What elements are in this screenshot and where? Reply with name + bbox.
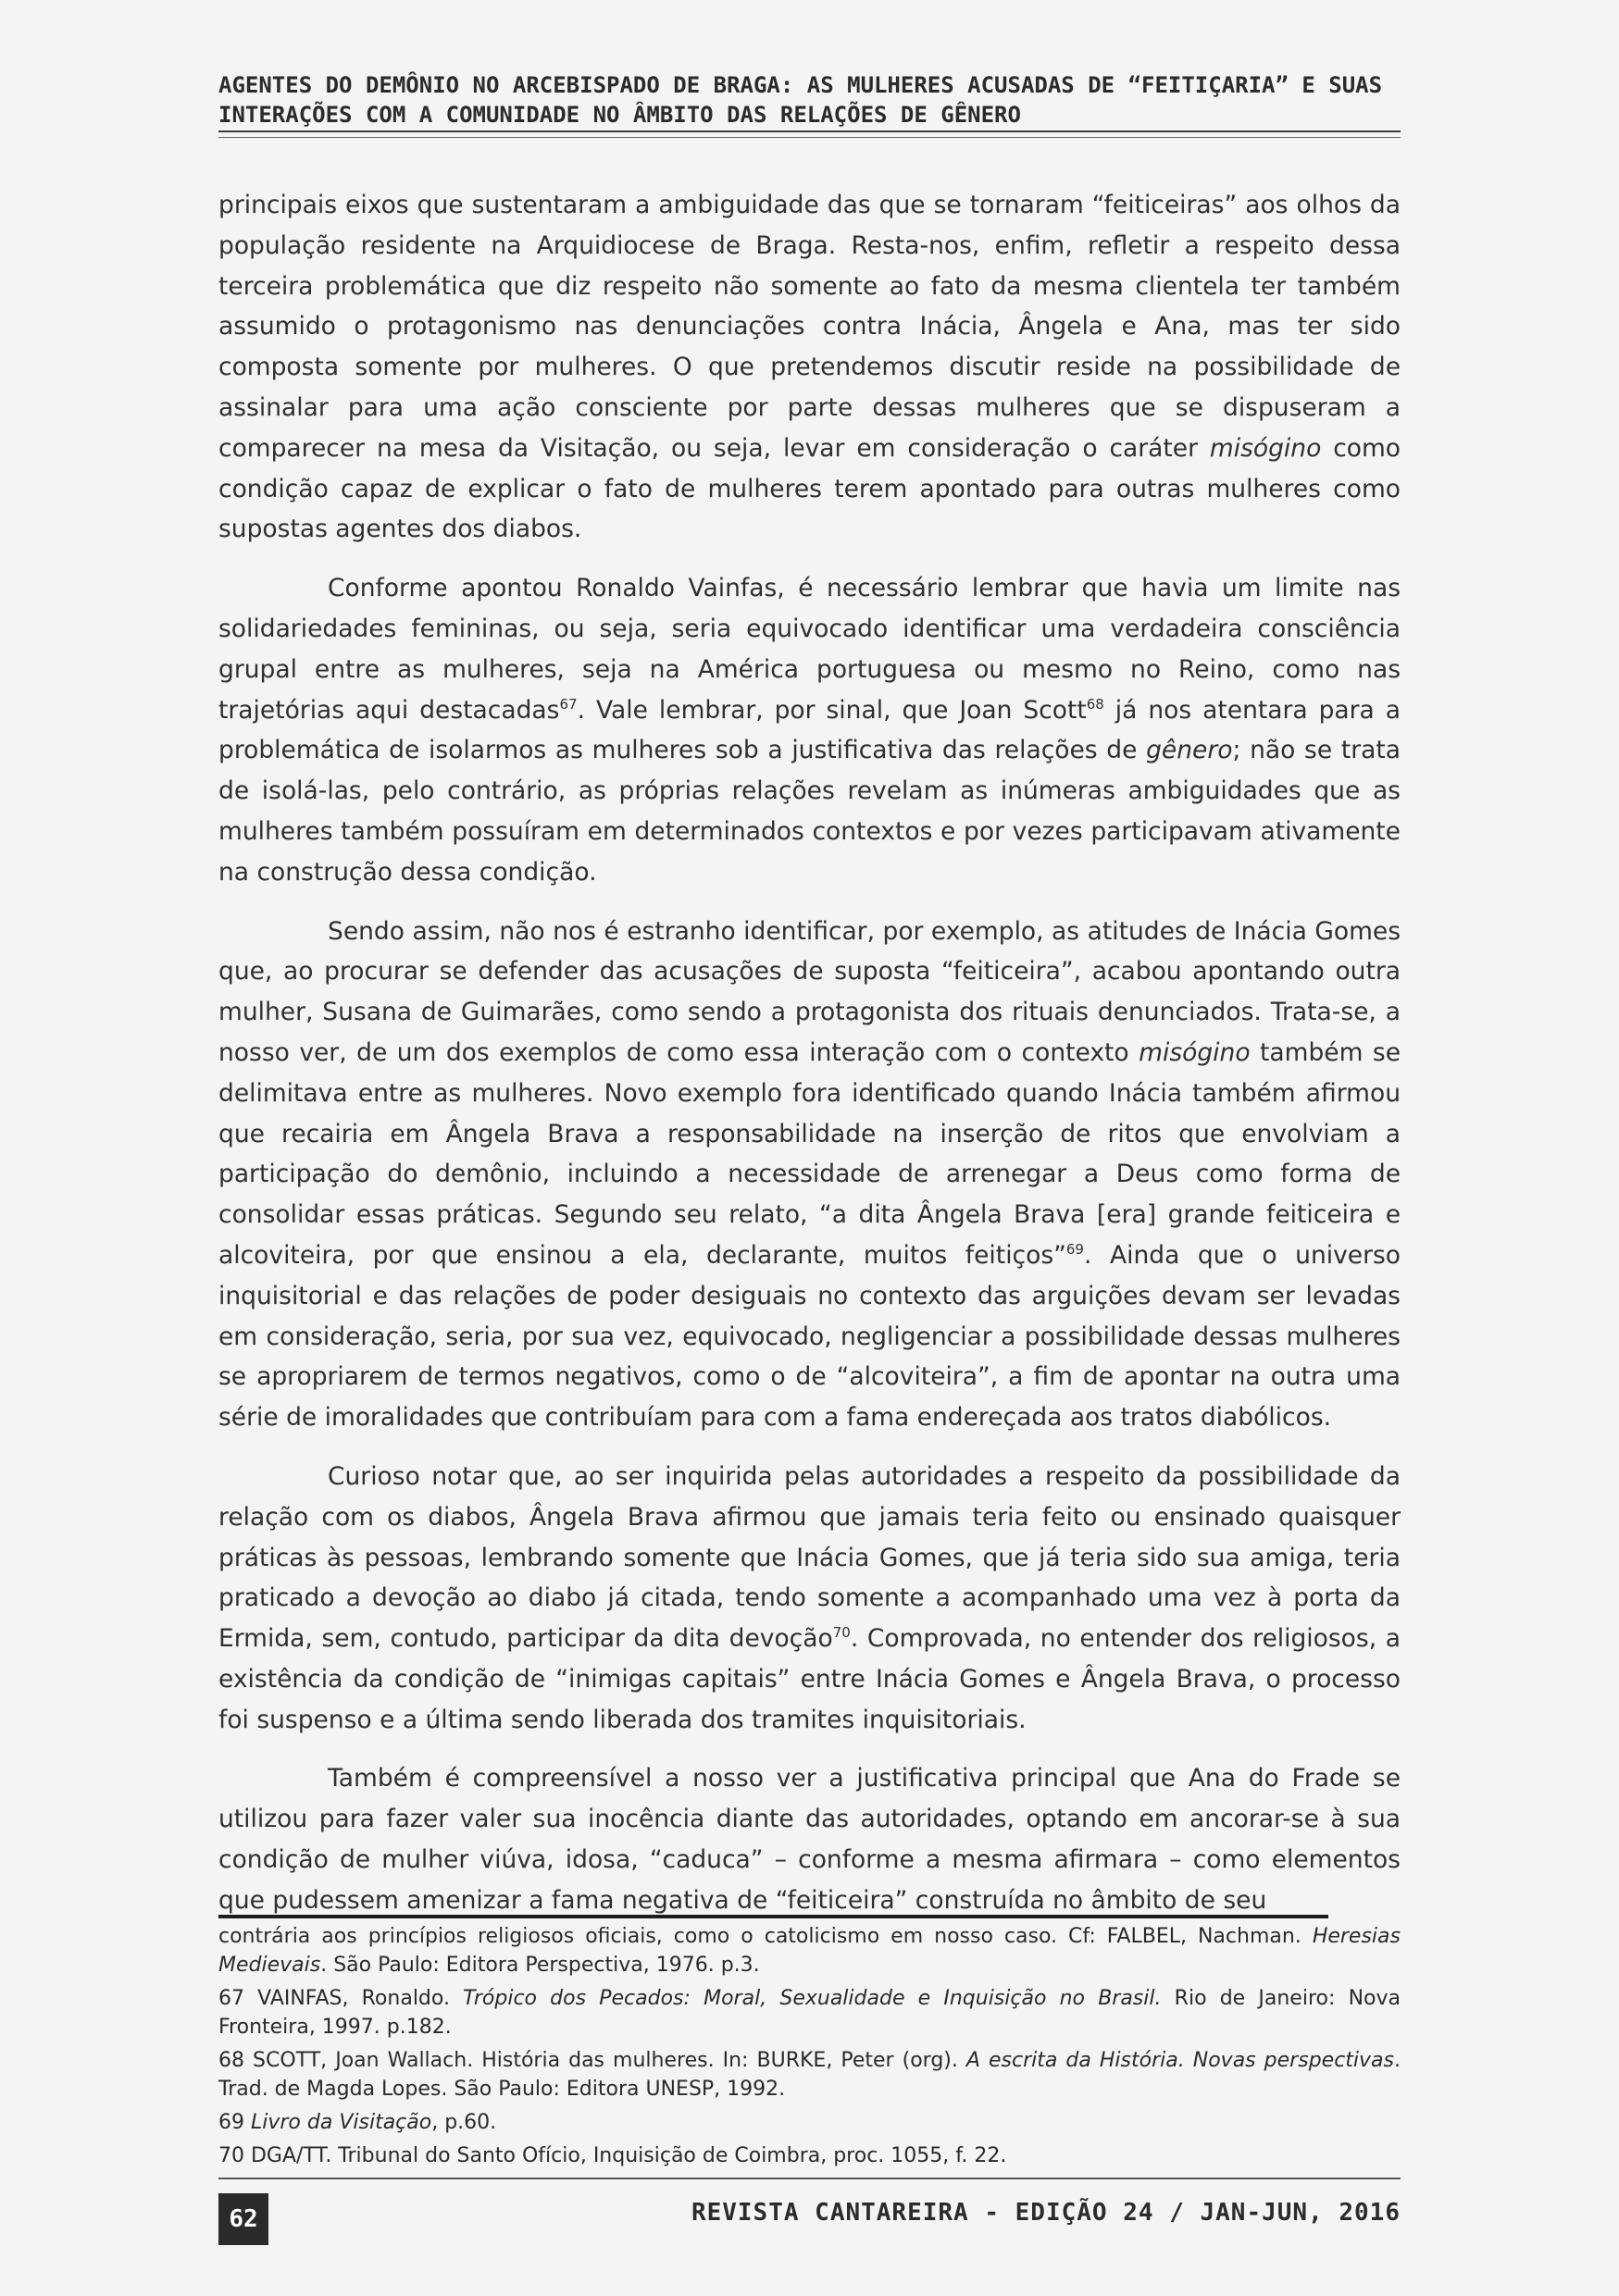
running-header	[218, 70, 1403, 130]
footnote-68: 68 SCOTT, Joan Wallach. História das mulheres. In: BURKE, Peter (org). A escrita da História. Novas perspectivas. Trad. de Magda Lopes. São Paulo: Editora UNESP, 1992.	[218, 2049, 1401, 2101]
journal-name: REVISTA CANTAREIRA - EDIÇÃO 24 / JAN-JUN, 2016	[691, 2199, 1401, 2227]
footnote-ref-67[interactable]: 67	[559, 695, 578, 713]
paragraph-5: Também é compreensível a nosso ver a justificativa principal que Ana do Frade se utilizou para fazer valer sua inocência diante das autoridades, optando em ancorar-se à sua condição de mulher viúva, idosa, “caduca” – conforme a mesma afirmara – como elementos que pudessem amenizar a fama negativa de “feiticeira” construída no âmbito de seu	[218, 1764, 1401, 1915]
footnotes	[218, 1922, 1401, 2175]
header-rule-thin	[218, 137, 1401, 138]
paragraph-3: Sendo assim, não nos é estranho identificar, por exemplo, as atitudes de Inácia Gomes que, ao procurar se defender das acusações de suposta “feiticeira”, acabou apontando outra mulher, Susana de Guimarães, como sendo a protagonista dos rituais denunciados. Trata-se, a nosso ver, de um dos exemplos de como essa interação com o contexto misógino também se delimitava entre as mulheres. Novo exemplo fora identificado quando Inácia também afirmou que recairia em Ângela Brava a responsabilidade na inserção de ritos que envolviam a participação do demônio, incluindo a necessidade de arrenegar a Deus como forma de consolidar essas práticas. Segundo seu relato, “a dita Ângela Brava [era] grande feiticeira e alcoviteira, por que ensinou a ela, declarante, muitos feitiços”$^{69}$. Ainda que o universo inquisitorial e das relações de poder desiguais no contexto das arguições devam ser levadas em consideração, seria, por sua vez, equivocado, negligenciar a possibilidade dessas mulheres se apropriarem de termos negativos, como o de “alcoviteira”, a fim de apontar na outra uma série de imoralidades que contribuíam para com a fama endereçada aos tratos diabólicos.	[218, 916, 1401, 1433]
footnote-ref-70[interactable]: 70	[832, 1624, 851, 1642]
running-header-line-1: AGENTES DO DEMÔNIO NO ARCEBISPADO DE BRAGA: AS MULHERES ACUSADAS DE “FEITIÇARIA” E SUAS	[218, 72, 1383, 98]
italic-term: gênero	[1146, 736, 1233, 765]
footnote-separator	[218, 1915, 1328, 1918]
footnote-67: 67 VAINFAS, Ronaldo. Trópico dos Pecados: Moral, Sexualidade e Inquisição no Brasil. Rio de Janeiro: Nova Fronteira, 1997. p.182.	[218, 1987, 1401, 2039]
page-number: 62	[218, 2193, 268, 2245]
header-rule-thick	[218, 130, 1401, 132]
footnote-69: 69 Livro da Visitação, p.60.	[218, 2111, 497, 2134]
italic-term: misógino	[1209, 433, 1322, 463]
footnote-ref-68[interactable]: 68	[1086, 695, 1104, 713]
footnote-70: 70 DGA/TT. Tribunal do Santo Ofício, Inquisição de Coimbra, proc. 1055, f. 22.	[218, 2144, 1007, 2167]
footnote-ref-69[interactable]: 69	[1065, 1241, 1084, 1259]
paragraph-4: Curioso notar que, ao ser inquirida pelas autoridades a respeito da possibilidade da relação com os diabos, Ângela Brava afirmou que jamais teria feito ou ensinado quaisquer práticas às pessoas, lembrando somente que Inácia Gomes, que já teria sido sua amiga, teria praticado a devoção ao diabo já citada, tendo somente a acompanhado uma vez à porta da Ermida, sem, contudo, participar da dita devoção$^{70}$. Comprovada, no entender dos religiosos, a existência da condição de “inimigas capitais” entre Inácia Gomes e Ângela Brava, o processo foi suspenso e a última sendo liberada dos tramites inquisitoriais.	[218, 1461, 1401, 1734]
footer-rule	[218, 2178, 1401, 2179]
paragraph-2: Conforme apontou Ronaldo Vainfas, é necessário lembrar que havia um limite nas solidariedades femininas, ou seja, seria equivocado identificar uma verdadeira consciência grupal entre as mulheres, seja na América portuguesa ou mesmo no Reino, como nas trajetórias aqui destacadas$^{67}$. Vale lembrar, por sinal, que Joan Scott$^{68}$ já nos atentara para a problemática de isolarmos as mulheres sob a justificativa das relações de gênero; não se trata de isolá-las, pelo contrário, as próprias relações revelam as inúmeras ambiguidades que as mulheres também possuíram em determinados contextos e por vezes participavam ativamente na construção dessa condição.	[218, 574, 1401, 887]
italic-term: misógino	[1139, 1037, 1251, 1067]
running-header-line-2: INTERAÇÕES COM A COMUNIDADE NO ÂMBITO DAS RELAÇÕES DE GÊNERO	[218, 102, 1021, 128]
footnote-continuation: contrária aos princípios religiosos oficiais, como o catolicismo em nosso caso. Cf: FALBEL, Nachman. Heresias Medievais. São Paulo: Editora Perspectiva, 1976. p.3.	[218, 1925, 1401, 1977]
article-body	[218, 185, 1401, 1940]
paragraph-1: principais eixos que sustentaram a ambiguidade das que se tornaram “feiticeiras” aos olhos da população residente na Arquidiocese de Braga. Resta-nos, enfim, refletir a respeito dessa terceira problemática que diz respeito não somente ao fato da mesma clientela ter também assumido o protagonismo nas denunciações contra Inácia, Ângela e Ana, mas ter sido composta somente por mulheres. O que pretendemos discutir reside na possibilidade de assinalar para uma ação consciente por parte dessas mulheres que se dispuseram a comparecer na mesa da Visitação, ou seja, levar em consideração o caráter misógino como condição capaz de explicar o fato de mulheres terem apontado para outras mulheres como supostas agentes dos diabos.	[218, 191, 1401, 544]
